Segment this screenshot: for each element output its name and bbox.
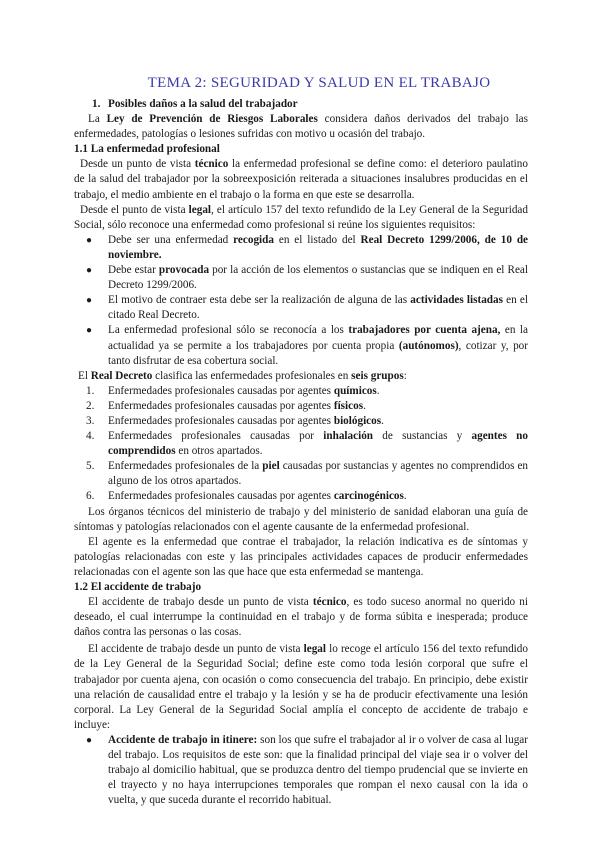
bullet-icon: ● [86,234,93,246]
bold-run: técnico [194,158,229,171]
text-run: , el artículo 157 del texto refundido de la Ley General de la Seguridad Social, sólo reconoce una enfermedad como profesional si reúne los siguientes requisitos: [74,203,528,231]
text-run: la enfermedad profesional se define como: el deterioro paulatino de la salud del trabajador por la sobreexposición reiterada a situaciones insalubres producidas en el trabajo, el medio ambiente en el trabajo o la forma en que este se desarrolla. [74,158,528,201]
list-item: ● Debe ser una enfermedad recogida en el listado del Real Decreto 1299/2006, de 10 de noviembre. [86,233,529,261]
list-item: 2. Enfermedades profesionales causadas por agentes físicos. [108,399,528,414]
page-title: TEMA 2: SEGURIDAD Y SALUD EN EL TRABAJO [147,75,491,91]
bold-run: legal [188,203,212,216]
list-item: ● La enfermedad profesional sólo se reconocía a los trabajadores por cuenta ajena, en la actualidad ya se permite a los trabajadores por cuenta propia (autónomos), cotizar y, por tanto disfrutar de esa cobertura social. [86,324,528,367]
bullet-icon: ● [86,734,93,746]
paragraph: El accidente de trabajo desde un punto de vista técnico, es todo suceso anormal no querido ni deseado, el cual interrumpe la continuidad en el trabajo y de forma súbita e inesperada; produce daños contra las personas o las cosas. [74,596,528,639]
bullet-icon: ● [86,265,93,277]
paragraph [74,203,528,233]
paragraph [74,157,528,202]
item-number: 4. [86,430,95,443]
text-run: considera daños derivados del trabajo las enfermedades, patologías o lesiones sufridas con motivo u ocasión del trabajo. [74,113,528,141]
paragraph: Los órganos técnicos del ministerio de trabajo y del ministerio de sanidad elaboran una guía de síntomas y patologías relacionados con el agente causante de la enfermedad profesional. [74,505,528,533]
bold-run: Ley de Prevención de Riesgos Laborales [106,113,318,126]
accident-types-list [74,733,528,808]
text-run: La [88,113,107,126]
subsection-heading: 1.2 El accidente de trabajo [74,581,202,593]
list-item: 1. Enfermedades profesionales causadas por agentes químicos. [108,384,528,399]
section-title: Posibles daños a la salud del trabajador [108,98,298,110]
section-heading [92,97,528,112]
list-item: ● Accidente de trabajo in itinere: son los que sufre el trabajador al ir o volver de casa al lugar del trabajo. Los requisitos de este son: que la finalidad principal del viaje sea ir o volver del trabajo al domicilio habitual, que se produzca dentro del tiempo prudencial que se invierte en el trayecto y no haya interrupciones temporales que rompan el nexo causal con la ida o vuelta, y que suceda durante el recorrido habitual. [86,733,528,807]
item-number: 2. [86,399,95,412]
bullet-icon: ● [86,325,93,337]
paragraph: El accidente de trabajo desde un punto de vista legal lo recoge el artículo 156 del texto refundido de la Ley General de la Seguridad Social; define este como toda lesión corporal que sufre el trabajador por cuenta ajena, con ocasión o como consecuencia del trabajo. En principio, debe existir una relación de causalidad entre el trabajo y la lesión y se ha de producir efectivamente una lesión corporal. La Ley General de la Seguridad Social amplía el concepto de accidente de trabajo e incluye: [74,643,528,731]
list-item: 4. Enfermedades profesionales causadas por inhalación de sustancias y agentes no comprendidos en otros apartados. [86,430,528,458]
requirements-list [74,233,528,369]
groups-list [74,384,528,505]
item-number: 5. [86,460,95,473]
bullet-icon: ● [86,295,93,307]
text-run: Desde un punto de vista [80,158,195,171]
section-number: 1. [92,98,101,110]
item-number: 6. [86,490,95,503]
list-item: 5. Enfermedades profesionales de la piel causadas por sustancias y agentes no comprendidos en alguno de los otros apartados. [86,460,528,488]
list-item: ● El motivo de contraer esta debe ser la realización de alguna de las actividades listadas en el citado Real Decreto. [86,294,528,322]
item-number: 1. [86,384,95,397]
item-number: 3. [86,414,95,427]
paragraph: El Real Decreto clasifica las enfermedades profesionales en seis grupos: [78,369,407,382]
subsection-heading: 1.1 La enfermedad profesional [74,143,220,156]
list-item: 6. Enfermedades profesionales causadas por agentes carcinogénicos. [108,489,528,504]
list-item: ● Debe estar provocada por la acción de los elementos o sustancias que se indiquen en el Real Decreto 1299/2006. [86,264,528,292]
text-run: Desde el punto de vista [80,203,189,216]
list-item: 3. Enfermedades profesionales causadas por agentes biológicos. [108,414,528,429]
paragraph: El agente es la enfermedad que contrae el trabajador, la relación indicativa es de síntomas y patologías relacionadas con este y las principales actividades capaces de producir enfermedades relacionadas con el agente son las que hace que esta enfermedad se mantenga. [74,535,528,578]
intro-paragraph [74,112,528,142]
